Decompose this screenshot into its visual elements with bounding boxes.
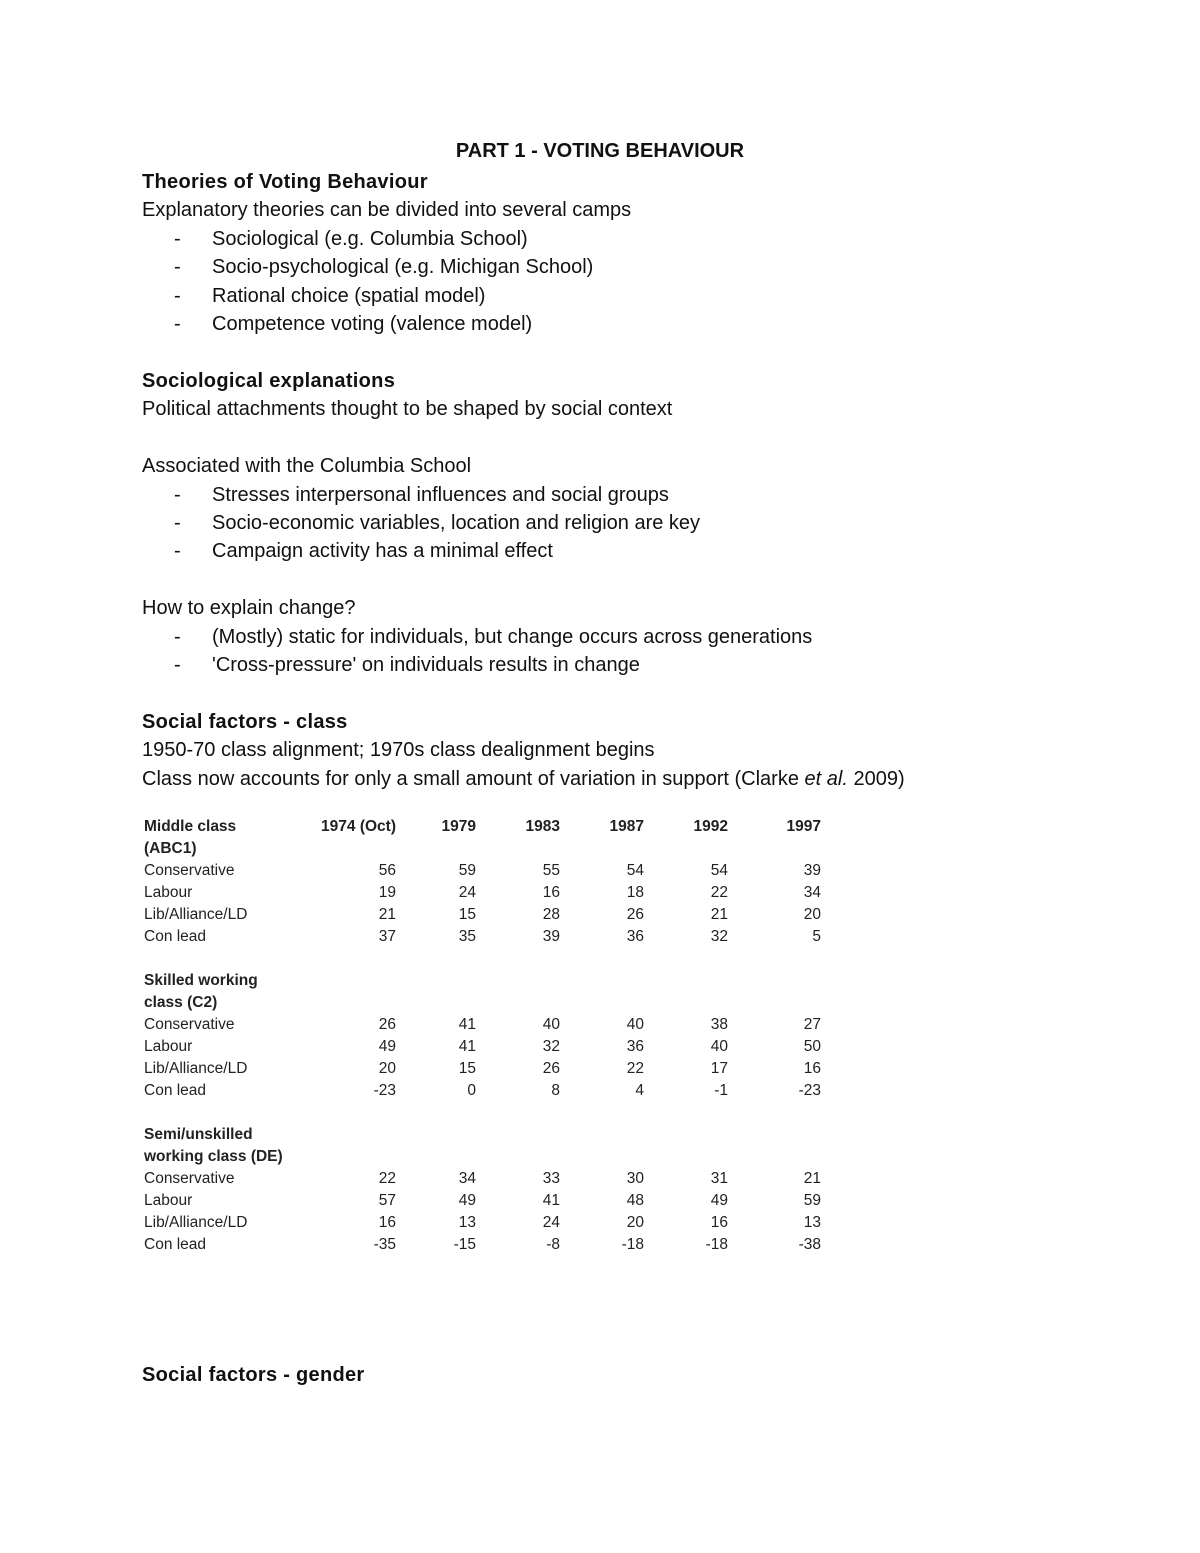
table-cell: 54 [626,862,644,879]
table-cell: 57 [378,1192,396,1209]
class-voting-table [144,816,834,1256]
row-label: Con lead [144,928,207,945]
table-cell: 22 [378,1170,396,1187]
table-cell: 59 [803,1192,821,1209]
table-cell: 21 [710,906,728,923]
list-item: - 'Cross-pressure' on individuals results in change [142,651,1082,679]
row-label: Conservative [144,1170,235,1187]
table-cell: 39 [542,928,560,945]
table-cell: 26 [626,906,644,923]
table-cell: 20 [803,906,821,923]
table-row [144,1190,834,1212]
group-header-row [144,1124,834,1146]
row-label: class (C2) [144,994,218,1011]
bullet-dash: - [174,284,181,307]
row-label: Lib/Alliance/LD [144,906,248,923]
table-row [144,1014,834,1036]
theories-section [142,168,1082,338]
table-cell: 30 [626,1170,644,1187]
table-cell: 40 [626,1016,644,1033]
table-cell: -18 [621,1236,644,1253]
class-section [142,708,1082,793]
bullet-dash: - [174,312,181,335]
table-cell: -23 [798,1082,821,1099]
sociological-intro: Political attachments thought to be shaped by social context [142,398,673,421]
table-cell: -1 [714,1082,728,1099]
table-row [144,904,834,926]
table-cell: 49 [710,1192,728,1209]
table-cell: 8 [551,1082,560,1099]
table-cell: 59 [458,862,476,879]
table-cell: 28 [542,906,560,923]
table-cell: 38 [710,1016,728,1033]
list-item: - Campaign activity has a minimal effect [142,537,1082,565]
sociological-section [142,367,1082,679]
table-cell: 26 [542,1060,560,1077]
list-item: - Rational choice (spatial model) [142,282,1082,310]
table-cell: 20 [626,1214,644,1231]
gender-heading: Social factors - gender [142,1364,365,1386]
table-cell: 15 [458,906,476,923]
list-item: - Stresses interpersonal influences and social groups [142,481,1082,509]
table-cell: 40 [542,1016,560,1033]
row-label: Con lead [144,1236,207,1253]
table-cell: 49 [458,1192,476,1209]
gender-section [142,1361,1082,1389]
table-cell: 4 [635,1082,644,1099]
table-cell: 55 [542,862,560,879]
table-cell: 15 [458,1060,476,1077]
table-row [144,860,834,882]
row-label: Labour [144,1192,193,1209]
table-cell: 26 [378,1016,396,1033]
year-header: 1987 [609,818,644,835]
table-cell: 56 [378,862,396,879]
table-cell: -35 [373,1236,396,1253]
bullet-dash: - [174,511,181,534]
table-cell: 17 [710,1060,728,1077]
table-cell: 32 [710,928,728,945]
table-cell: 22 [626,1060,644,1077]
year-header: 1997 [786,818,821,835]
theories-heading: Theories of Voting Behaviour [142,171,428,193]
bullet-dash: - [174,227,181,250]
table-cell: -15 [453,1236,476,1253]
table-cell: 54 [710,862,728,879]
table-cell: -23 [373,1082,396,1099]
year-header: 1979 [441,818,476,835]
list-item: - Socio-psychological (e.g. Michigan School) [142,253,1082,281]
bullet-dash: - [174,625,181,648]
table-cell: 27 [803,1016,821,1033]
group-header-row-cont [144,838,834,860]
table-cell: 20 [378,1060,396,1077]
group-header-row-cont [144,992,834,1014]
table-cell: 41 [542,1192,560,1209]
table-cell: 48 [626,1192,644,1209]
year-header: 1983 [525,818,560,835]
table-row [144,1168,834,1190]
columbia-assoc: Associated with the Columbia School [142,455,472,478]
group-header-row-cont [144,1146,834,1168]
table-cell: 18 [626,884,644,901]
list-item: - Socio-economic variables, location and religion are key [142,509,1082,537]
table-cell: 33 [542,1170,560,1187]
table-cell: 19 [378,884,396,901]
table-cell: 41 [458,1038,476,1055]
table-cell: 21 [378,906,396,923]
class-heading: Social factors - class [142,711,348,733]
table-cell: -18 [705,1236,728,1253]
table-cell: 13 [458,1214,476,1231]
list-item: - Competence voting (valence model) [142,310,1082,338]
row-label: (ABC1) [144,840,197,857]
table-cell: 32 [542,1038,560,1055]
row-label: Labour [144,1038,193,1055]
bullet-dash: - [174,256,181,279]
row-label: Semi/unskilled [144,1126,253,1143]
table-row [144,926,834,948]
table-cell: 40 [710,1038,728,1055]
class-line-1: 1950-70 class alignment; 1970s class dealignment begins [142,739,655,762]
list-item: - Sociological (e.g. Columbia School) [142,225,1082,253]
change-question: How to explain change? [142,597,356,620]
table-cell: 24 [458,884,476,901]
table-cell: -38 [798,1236,821,1253]
class-line-2: Class now accounts for only a small amount of variation in support (Clarke et al. 2009) [142,767,905,790]
row-label: Lib/Alliance/LD [144,1060,248,1077]
row-label: Middle class [144,818,237,835]
table-cell: 31 [710,1170,728,1187]
table-row [144,1080,834,1102]
table-cell: 16 [710,1214,728,1231]
table-cell: 34 [458,1170,476,1187]
row-label: Conservative [144,862,235,879]
list-item: - (Mostly) static for individuals, but change occurs across generations [142,623,1082,651]
table-cell: 16 [378,1214,396,1231]
group-header-row [144,970,834,992]
table-cell: 35 [458,928,476,945]
table-cell: 36 [626,928,644,945]
table-cell: 13 [803,1214,821,1231]
table-row [144,1036,834,1058]
table-cell: 34 [803,884,821,901]
row-label: Con lead [144,1082,207,1099]
year-header: 1992 [693,818,728,835]
bullet-dash: - [174,483,181,506]
row-label: Skilled working [144,972,258,989]
page-title: PART 1 - VOTING BEHAVIOUR [455,140,745,162]
table-cell: 22 [710,884,728,901]
table-cell: 16 [803,1060,821,1077]
group-header-row [144,816,834,838]
year-header: 1974 (Oct) [321,818,396,835]
bullet-dash: - [174,540,181,563]
table-cell: 39 [803,862,821,879]
row-label: Conservative [144,1016,235,1033]
table-cell: 24 [542,1214,560,1231]
table-cell: 16 [542,884,560,901]
table-cell: 49 [378,1038,396,1055]
row-label: working class (DE) [144,1148,283,1165]
table-cell: -8 [546,1236,560,1253]
table-cell: 5 [812,928,821,945]
table-row [144,1234,834,1256]
sociological-heading: Sociological explanations [142,370,396,392]
table-row [144,1212,834,1234]
table-row [144,882,834,904]
row-label: Lib/Alliance/LD [144,1214,248,1231]
table-cell: 50 [803,1038,821,1055]
table-cell: 41 [458,1016,476,1033]
row-label: Labour [144,884,193,901]
table-cell: 0 [467,1082,476,1099]
table-row [144,1058,834,1080]
bullet-dash: - [174,653,181,676]
table-cell: 37 [378,928,396,945]
table-cell: 36 [626,1038,644,1055]
theories-intro: Explanatory theories can be divided into several camps [142,199,632,222]
table-cell: 21 [803,1170,821,1187]
